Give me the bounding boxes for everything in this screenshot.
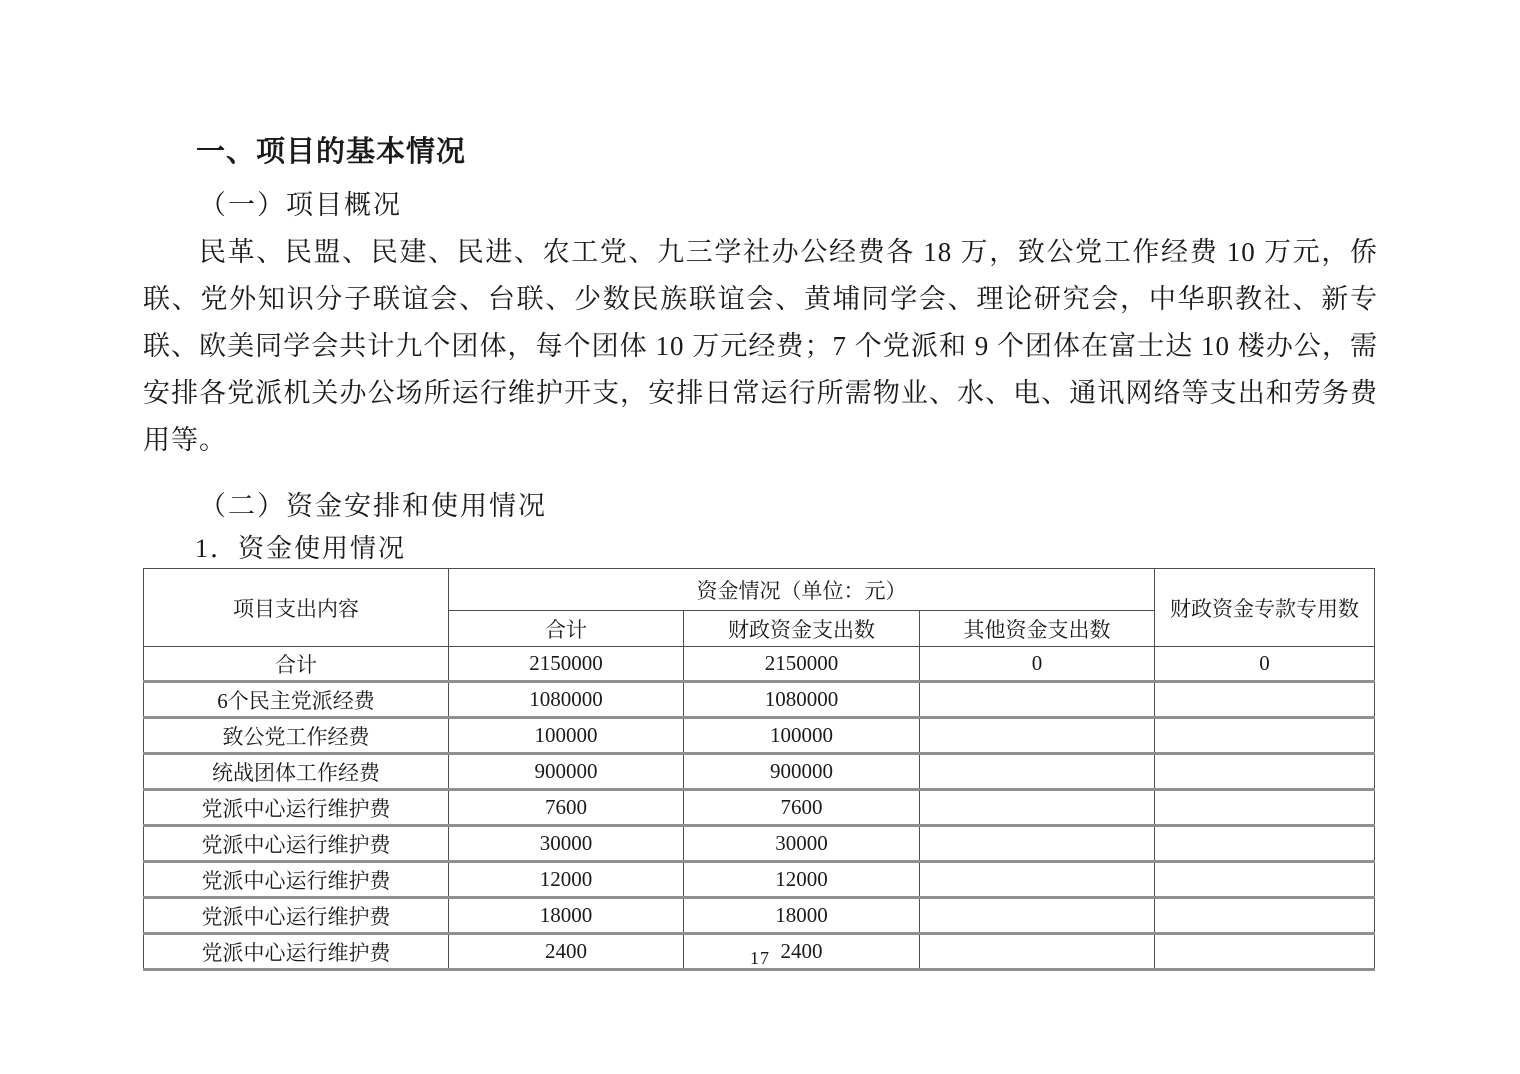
cell-fiscal: 900000: [684, 754, 920, 790]
cell-other: [920, 790, 1155, 826]
table-header: [144, 569, 1375, 647]
cell-total: 30000: [449, 826, 684, 862]
cell-fiscal: 2400: [684, 934, 920, 970]
cell-fiscal: 1080000: [684, 682, 920, 718]
table-row: [144, 754, 1375, 790]
table-row: [144, 647, 1375, 682]
table-row: [144, 826, 1375, 862]
cell-other: [920, 754, 1155, 790]
col-header-special-funds: 财政资金专款专用数: [1155, 569, 1375, 647]
cell-other: [920, 898, 1155, 934]
cell-total: 2150000: [449, 647, 684, 682]
cell-special: [1155, 898, 1375, 934]
cell-fiscal: 30000: [684, 826, 920, 862]
col-header-fiscal: 财政资金支出数: [684, 611, 920, 647]
table-body: [144, 647, 1375, 970]
cell-fiscal: 2150000: [684, 647, 920, 682]
cell-item: 党派中心运行维护费: [144, 934, 449, 970]
cell-special: [1155, 682, 1375, 718]
project-overview-paragraph: 民革、民盟、民建、民进、农工党、九三学社办公经费各 18 万，致公党工作经费 10 万元，侨联、党外知识分子联谊会、台联、少数民族联谊会、黄埔同学会、理论研究会，中华职教社、新专联、欧美同学会共计九个团体，每个团体 10 万元经费；7 个党派和 9 个团体在富士达 10 楼办公，需安排各党派机关办公场所运行维护开支，安排日常运行所需物业、水、电、通讯网络等支出和劳务费用等。: [143, 237, 1378, 455]
cell-special: [1155, 862, 1375, 898]
section-2-title: （二）资金安排和使用情况: [199, 491, 547, 521]
table-row: [144, 682, 1375, 718]
cell-total: 900000: [449, 754, 684, 790]
cell-item: 党派中心运行维护费: [144, 898, 449, 934]
cell-other: [920, 862, 1155, 898]
cell-total: 1080000: [449, 682, 684, 718]
cell-total: 12000: [449, 862, 684, 898]
cell-item: 6个民主党派经费: [144, 682, 449, 718]
cell-item: 致公党工作经费: [144, 718, 449, 754]
cell-item: 党派中心运行维护费: [144, 862, 449, 898]
table-row: [144, 898, 1375, 934]
cell-fiscal: 18000: [684, 898, 920, 934]
col-header-other: 其他资金支出数: [920, 611, 1155, 647]
cell-special: [1155, 754, 1375, 790]
subsection-1-title: 1．资金使用情况: [195, 534, 407, 563]
cell-total: 2400: [449, 934, 684, 970]
cell-item: 合计: [144, 647, 449, 682]
cell-other: [920, 682, 1155, 718]
document-content: [143, 136, 1378, 971]
cell-fiscal: 100000: [684, 718, 920, 754]
page-number: 17: [750, 948, 770, 968]
cell-special: [1155, 826, 1375, 862]
cell-item: 统战团体工作经费: [144, 754, 449, 790]
table-row: [144, 790, 1375, 826]
cell-other: [920, 826, 1155, 862]
section-1-title: （一）项目概况: [199, 190, 402, 220]
cell-special: 0: [1155, 647, 1375, 682]
col-header-funds-group: 资金情况（单位：元）: [449, 569, 1155, 611]
col-header-total: 合计: [449, 611, 684, 647]
cell-special: [1155, 790, 1375, 826]
col-header-item: 项目支出内容: [144, 569, 449, 647]
funds-usage-table: [143, 568, 1375, 971]
cell-total: 100000: [449, 718, 684, 754]
cell-total: 7600: [449, 790, 684, 826]
table-row: [144, 862, 1375, 898]
main-heading: 一、项目的基本情况: [196, 136, 467, 168]
cell-other: [920, 718, 1155, 754]
cell-total: 18000: [449, 898, 684, 934]
cell-item: 党派中心运行维护费: [144, 826, 449, 862]
cell-other: 0: [920, 647, 1155, 682]
table-row: [144, 718, 1375, 754]
cell-fiscal: 12000: [684, 862, 920, 898]
cell-fiscal: 7600: [684, 790, 920, 826]
cell-special: [1155, 718, 1375, 754]
cell-item: 党派中心运行维护费: [144, 790, 449, 826]
